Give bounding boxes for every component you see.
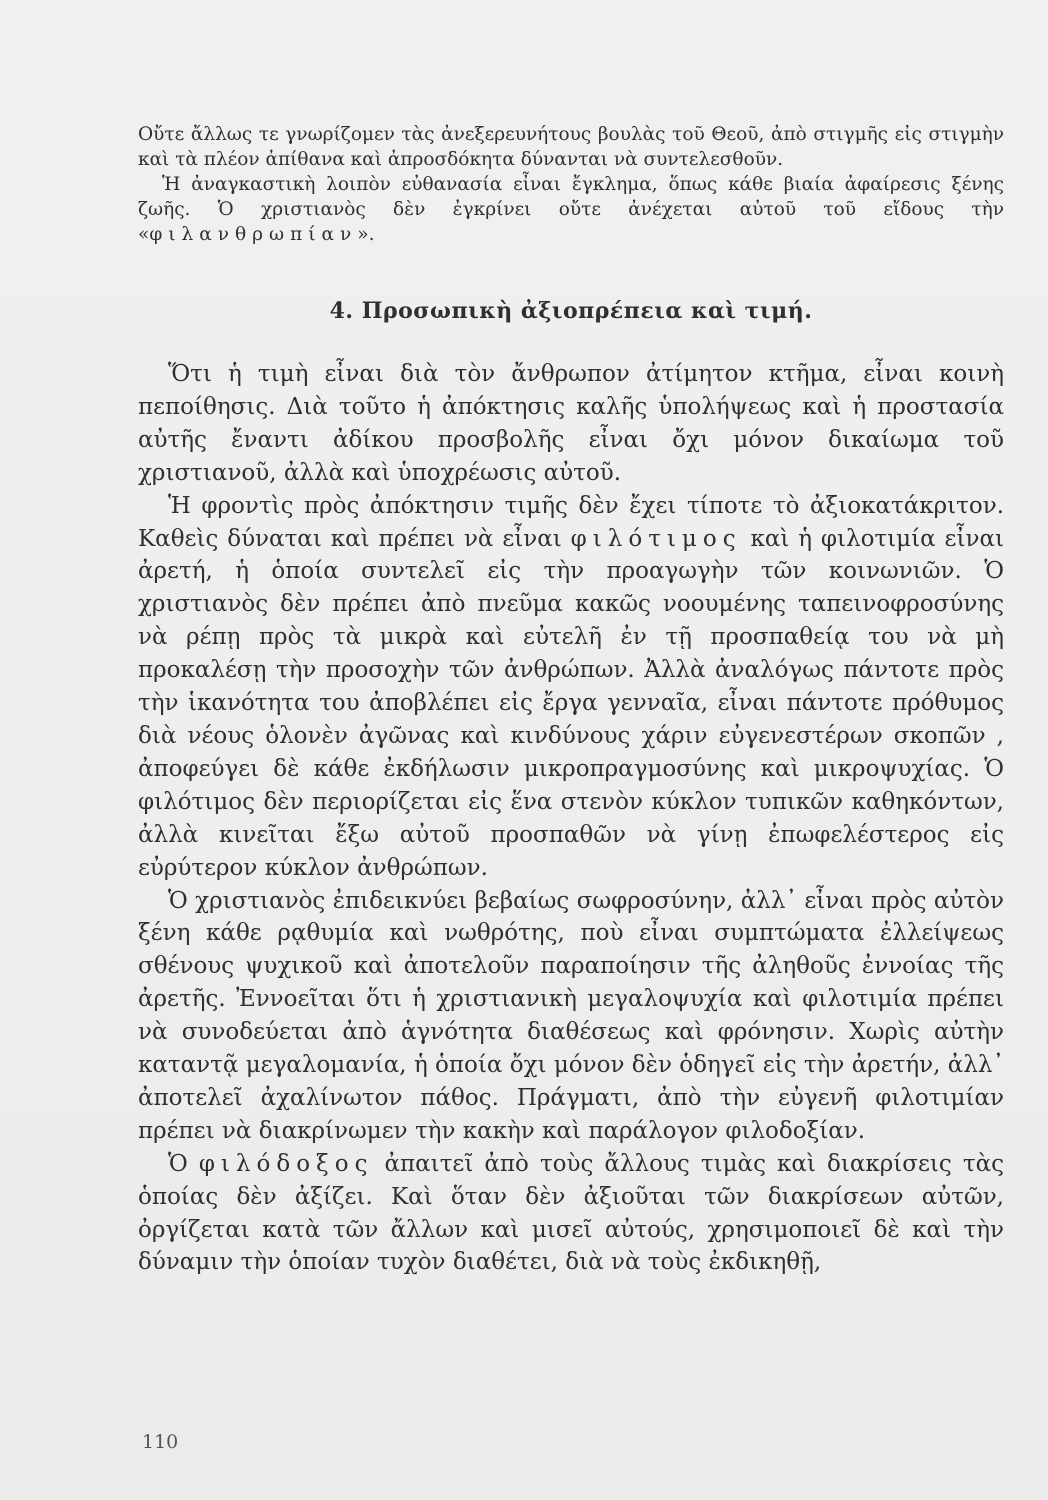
body-paragraph-3: Ὁ χριστιανὸς ἐπιδεικνύει βεβαίως σωφροσύνην, ἀλλ᾿ εἶναι πρὸς αὐτὸν ξένη κάθε ρᾳθυμία καὶ νωθρότης, ποὺ εἶναι συμπτώματα ἐλλείψεως σθένους ψυχικοῦ καὶ ἀποτελοῦν παραποίησιν τῆς ἀληθοῦς ἐννοίας τῆς ἀρετῆς. Ἐννοεῖται ὅτι ἡ χριστιανικὴ μεγαλοψυχία καὶ φιλοτιμία πρέπει νὰ συνοδεύεται ἀπὸ ἁγνότητα διαθέσεως καὶ φρόνησιν. Χωρὶς αὐτὴν καταντᾷ μεγαλομανία, ἡ ὁποία ὄχι μόνον δὲν ὁδηγεῖ εἰς τὴν ἀρετήν, ἀλλ᾿ ἀποτελεῖ ἀχαλίνωτον πάθος. Πράγματι, ἀπὸ τὴν εὐγενῆ φιλοτιμίαν πρέπει νὰ διακρίνωμεν τὴν κακὴν καὶ παράλογον φιλοδοξίαν. <box>138 887 1004 1144</box>
body-paragraph-4: Ὁ φιλόδοξος ἀπαιτεῖ ἀπὸ τοὺς ἄλλους τιμὰς καὶ διακρίσεις τὰς ὁποίας δὲν ἀξίζει. Καὶ ὅταν δὲν ἀξιοῦται τῶν διακρίσεων αὐτῶν, ὀργίζεται κατὰ τῶν ἄλλων καὶ μισεῖ αὐτούς, χρησιμοποιεῖ δὲ καὶ τὴν δύναμιν τὴν ὁποίαν τυχὸν διαθέτει, διὰ νὰ τοὺς ἐκδικηθῇ, <box>138 1150 1004 1276</box>
main-text-block <box>138 358 1004 1279</box>
intro-paragraph-1: Οὔτε ἄλλως τε γνωρίζομεν τὰς ἀνεξερευνήτους βουλὰς τοῦ Θεοῦ, ἀπὸ στιγμῆς εἰς στιγμὴν καὶ τὰ πλέον ἀπίθανα καὶ ἀπροσδόκητα δύνανται νὰ συντελεσθοῦν. <box>138 124 1004 170</box>
spaced-term: φιλόδοξος <box>198 1150 374 1177</box>
page-number: 110 <box>142 1431 179 1453</box>
intro-paragraph-2: Ἡ ἀναγκαστικὴ λοιπὸν εὐθανασία εἶναι ἔγκλημα, ὅπως κάθε βιαία ἀφαίρεσις ξένης ζωῆς. Ὁ χριστιανὸς δὲν ἐγκρίνει οὔτε ἀνέχεται αὐτοῦ τοῦ εἴδους τὴν «φιλανθρωπίαν». <box>138 174 1004 245</box>
body-paragraph-1: Ὅτι ἡ τιμὴ εἶναι διὰ τὸν ἄνθρωπον ἀτίμητον κτῆμα, εἶναι κοινὴ πεποίθησις. Διὰ τοῦτο ἡ ἀπόκτησις καλῆς ὑπολήψεως καὶ ἡ προστασία αὐτῆς ἔναντι ἀδίκου προσβολῆς εἶναι ὄχι μόνον δικαίωμα τοῦ χριστιανοῦ, ἀλλὰ καὶ ὑποχρέωσις αὐτοῦ. <box>138 361 1004 486</box>
body-paragraph-2: Ἡ φροντὶς πρὸς ἀπόκτησιν τιμῆς δὲν ἔχει τίποτε τὸ ἀξιοκατάκριτον. Καθεὶς δύναται καὶ πρέπει νὰ εἶναι φιλότιμος καὶ ἡ φιλοτιμία εἶναι ἀρετή, ἡ ὁποία συντελεῖ εἰς τὴν προαγωγὴν τῶν κοινωνιῶν. Ὁ χριστιανὸς δὲν πρέπει ἀπὸ πνεῦμα κακῶς νοουμένης ταπεινοφροσύνης νὰ ρέπῃ πρὸς τὰ μικρὰ καὶ εὐτελῆ ἐν τῇ προσπαθείᾳ του νὰ μὴ προκαλέσῃ τὴν προσοχὴν τῶν ἀνθρώπων. Ἀλλὰ ἀναλόγως πάντοτε πρὸς τὴν ἱκανότητα του ἀποβλέπει εἰς ἔργα γενναῖα, εἶναι πάντοτε πρόθυμος διὰ νέους ὁλονὲν ἀγῶνας καὶ κινδύνους χάριν εὐγενεστέρων σκοπῶν , ἀποφεύγει δὲ κάθε ἐκδήλωσιν μικροπραγμοσύνης καὶ μικροψυχίας. Ὁ φιλότιμος δὲν περιορίζεται εἰς ἕνα στενὸν κύκλον τυπικῶν καθηκόντων, ἀλλὰ κινεῖται ἔξω αὐτοῦ προσπαθῶν νὰ γίνῃ ἐπωφελέστερος εἰς εὐρύτερον κύκλον ἀνθρώπων. <box>138 492 1004 881</box>
section-heading: 4. Προσωπικὴ ἀξιοπρέπεια καὶ τιμή. <box>329 298 813 324</box>
spaced-term: φιλότιμος <box>570 525 742 552</box>
intro-text-block <box>138 122 1004 247</box>
spaced-term: φιλανθρωπίαν <box>149 224 358 245</box>
